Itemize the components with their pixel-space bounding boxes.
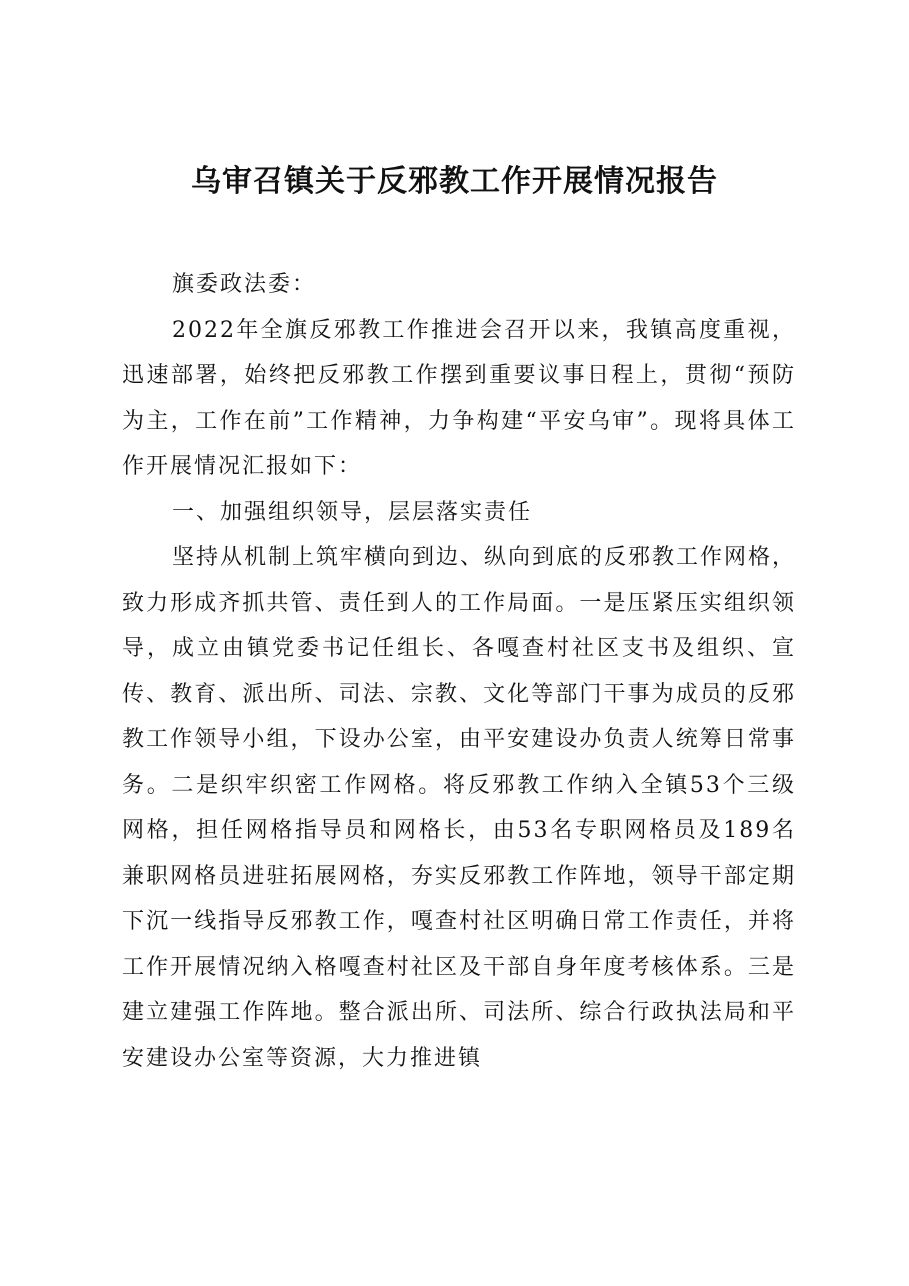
paragraph-intro: 2022年全旗反邪教工作推进会召开以来，我镇高度重视，迅速部署，始终把反邪教工作摆到重要议事日程上，贯彻“预防为主，工作在前”工作精神，力争构建“平安乌审”。现将具体工作开展情况汇报如下： [122, 317, 796, 479]
paragraph-section-1: 坚持从机制上筑牢横向到边、纵向到底的反邪教工作网格，致力形成齐抓共管、责任到人的工作局面。一是压紧压实组织领导，成立由镇党委书记任组长、各嘎查村社区支书及组织、宣传、教育、派出所、司法、宗教、文化等部门干事为成员的反邪教工作领导小组，下设办公室，由平安建设办负责人统筹日常事务。二是织牢织密工作网格。将反邪教工作纳入全镇53个三级网格，担任网格指导员和网格长，由53名专职网格员及189名兼职网格员进驻拓展网格，夯实反邪教工作阵地，领导干部定期下沉一线指导反邪教工作，嘎查村社区明确日常工作责任，并将工作开展情况纳入格嘎查村社区及干部自身年度考核体系。三是建立建强工作阵地。整合派出所、司法所、综合行政执法局和平安建设办公室等资源，大力推进镇 [122, 545, 797, 1071]
document-body [122, 262, 796, 1081]
section-heading-1: 一、加强组织领导，层层落实责任 [172, 499, 533, 525]
salutation: 旗委政法委： [172, 272, 317, 297]
document-title: 乌审召镇关于反邪教工作开展情况报告 [191, 164, 718, 199]
